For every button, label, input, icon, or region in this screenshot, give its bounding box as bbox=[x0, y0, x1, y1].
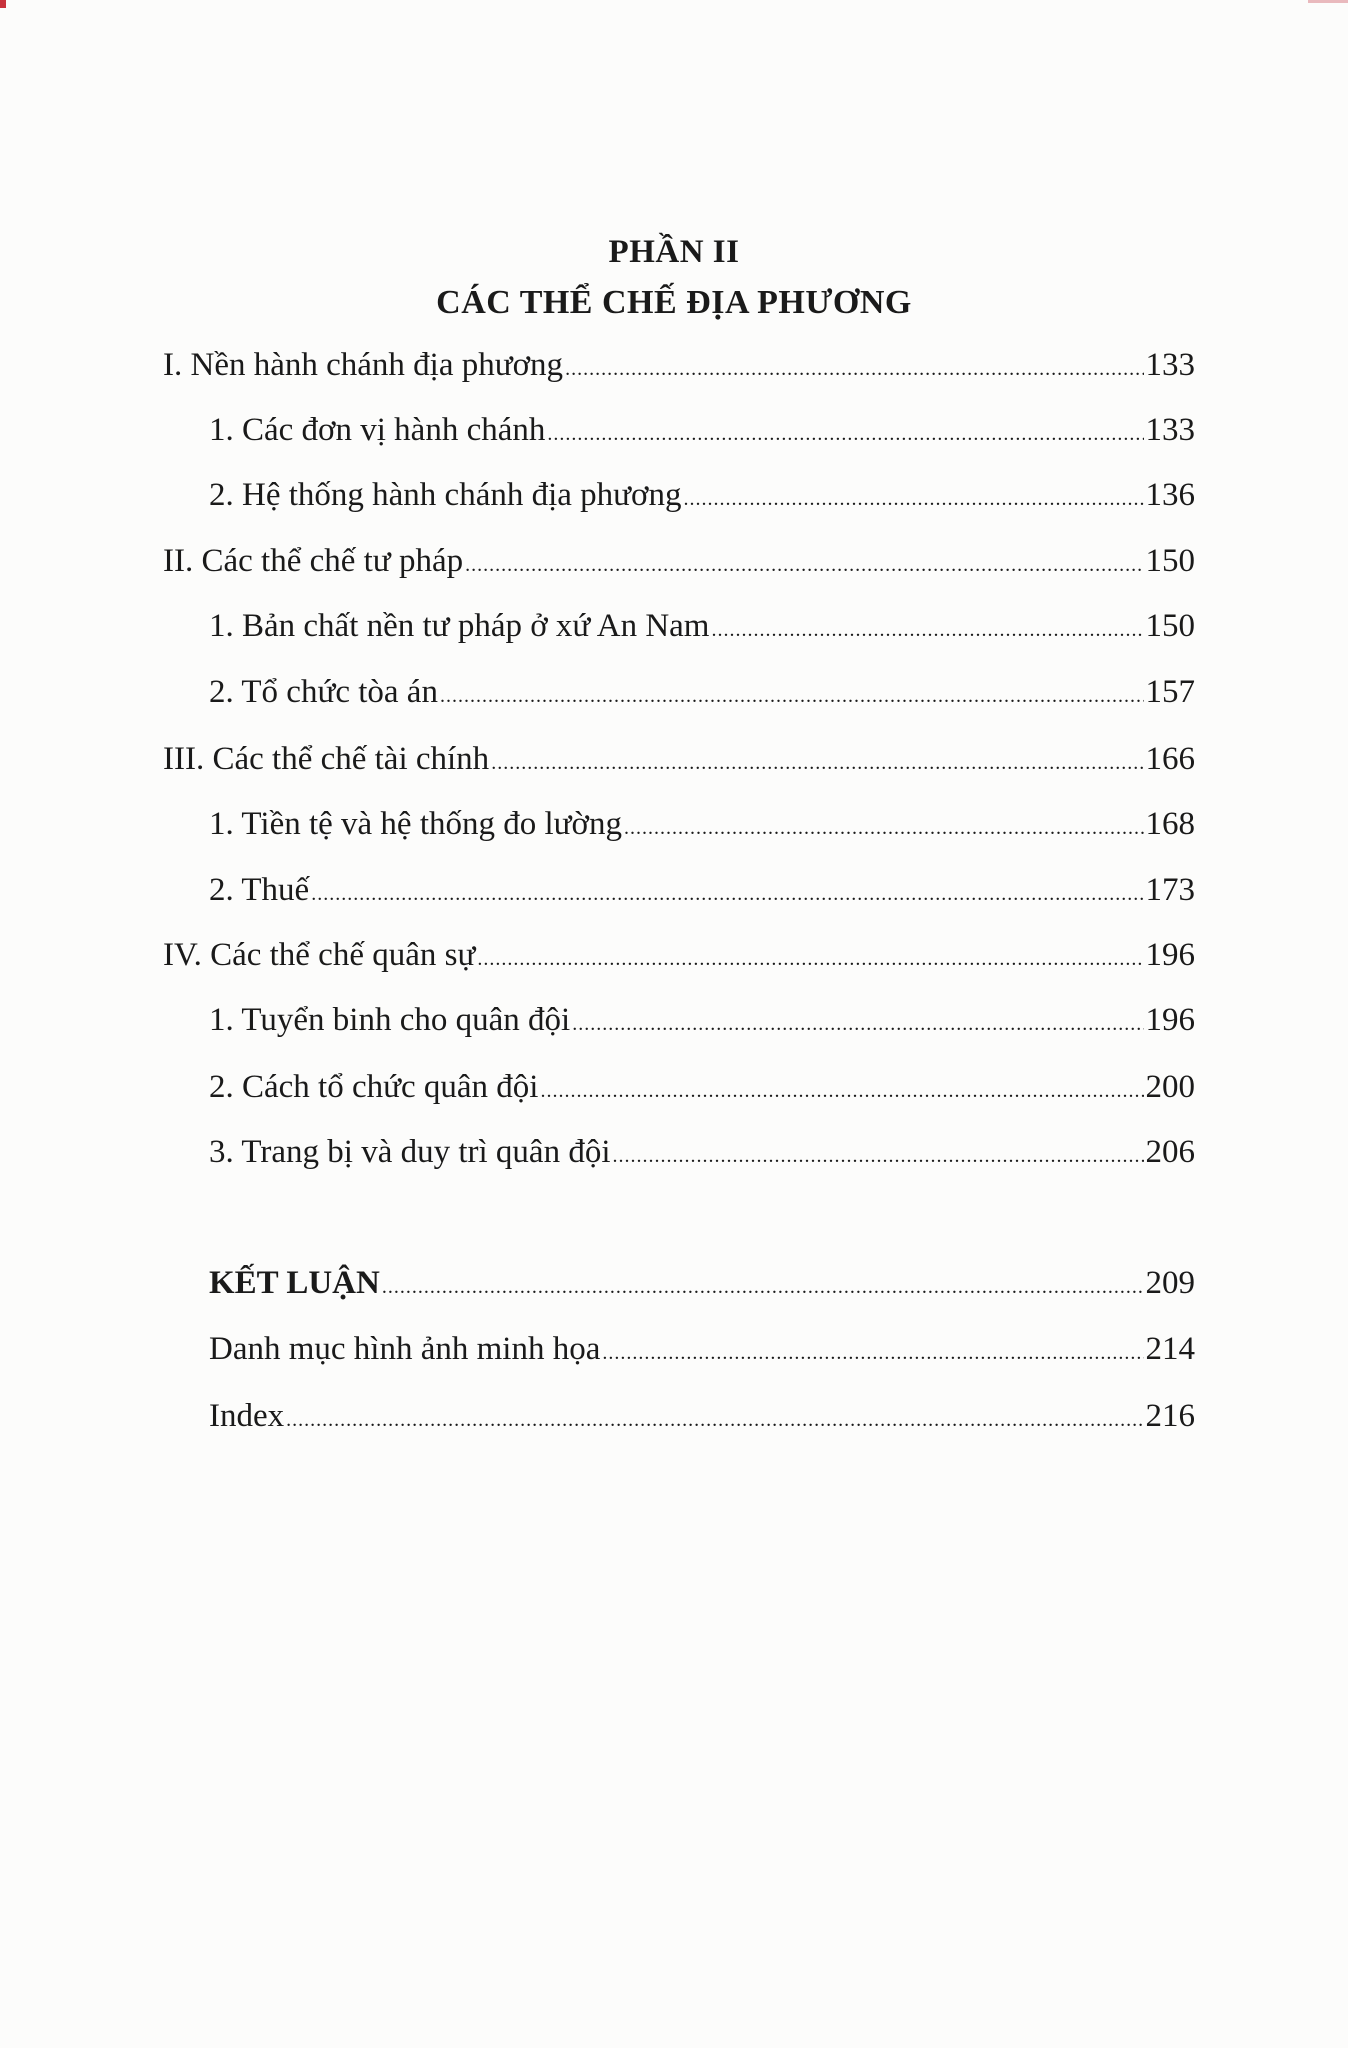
toc-entry-label: III. Các thể chế tài chính bbox=[163, 741, 490, 777]
red-edge-mark bbox=[1308, 0, 1348, 3]
dot-leader bbox=[547, 423, 1143, 446]
toc-entry-page: 206 bbox=[1145, 1134, 1195, 1170]
dot-leader bbox=[440, 685, 1144, 708]
toc-entry-label: II. Các thể chế tư pháp bbox=[163, 543, 464, 579]
dot-leader bbox=[491, 752, 1143, 775]
toc-entry-label: 1. Tuyển binh cho quân đội bbox=[209, 1002, 571, 1038]
toc-entry-label: Danh mục hình ảnh minh họa bbox=[209, 1331, 601, 1367]
toc-entry-label: IV. Các thể chế quân sự bbox=[163, 937, 476, 973]
dot-leader bbox=[684, 488, 1144, 511]
dot-leader bbox=[286, 1409, 1143, 1432]
dot-leader bbox=[572, 1013, 1143, 1036]
toc-entry bbox=[163, 741, 1195, 785]
toc-entry bbox=[209, 1069, 1195, 1113]
toc-entry-page: 150 bbox=[1145, 543, 1195, 579]
toc-entry bbox=[209, 872, 1195, 916]
toc-entry-conclusion bbox=[209, 1265, 1195, 1309]
toc-entry-page: 133 bbox=[1145, 412, 1195, 448]
toc-entry bbox=[209, 1134, 1195, 1178]
dot-leader bbox=[565, 358, 1143, 381]
dot-leader bbox=[624, 817, 1144, 840]
toc-entry-page: 150 bbox=[1145, 608, 1195, 644]
toc-entry-illustrations bbox=[209, 1331, 1195, 1375]
toc-entry-label: KẾT LUẬN bbox=[209, 1265, 380, 1301]
dot-leader bbox=[540, 1080, 1143, 1103]
toc-entry-label: Index bbox=[209, 1398, 285, 1434]
dot-leader bbox=[382, 1276, 1144, 1299]
toc-entry bbox=[209, 412, 1195, 456]
toc-entry-page: 216 bbox=[1145, 1398, 1195, 1434]
toc-entry bbox=[209, 477, 1195, 521]
toc-entry-page: 209 bbox=[1145, 1265, 1195, 1301]
dot-leader bbox=[477, 948, 1143, 971]
toc-entry-index bbox=[209, 1398, 1195, 1442]
toc-entry-label: 2. Thuế bbox=[209, 872, 310, 908]
toc-entry-label: 1. Tiền tệ và hệ thống đo lường bbox=[209, 806, 622, 842]
toc-entry-page: 214 bbox=[1145, 1331, 1195, 1367]
toc-entry-page: 166 bbox=[1145, 741, 1195, 777]
part-title: CÁC THỂ CHẾ ĐỊA PHƯƠNG bbox=[436, 284, 912, 321]
toc-entry bbox=[209, 806, 1195, 850]
toc-entry-page: 168 bbox=[1145, 806, 1195, 842]
dot-leader bbox=[465, 554, 1143, 577]
toc-entry bbox=[163, 937, 1195, 981]
toc-entry bbox=[163, 347, 1195, 391]
toc-entry-label: 2. Cách tổ chức quân đội bbox=[209, 1069, 539, 1105]
toc-entry bbox=[209, 608, 1195, 652]
toc-entry-page: 157 bbox=[1145, 674, 1195, 710]
toc-entry bbox=[209, 1002, 1195, 1046]
toc-entry-label: 2. Tổ chức tòa án bbox=[209, 674, 438, 710]
dot-leader bbox=[602, 1342, 1143, 1365]
toc-entry-page: 136 bbox=[1145, 477, 1195, 513]
toc-entry-label: I. Nền hành chánh địa phương bbox=[163, 347, 564, 383]
toc-entry-label: 2. Hệ thống hành chánh địa phương bbox=[209, 477, 682, 513]
toc-entry bbox=[163, 543, 1195, 587]
toc-entry-label: 1. Bản chất nền tư pháp ở xứ An Nam bbox=[209, 608, 710, 644]
part-label: PHẦN II bbox=[608, 234, 740, 270]
toc-entry-label: 1. Các đơn vị hành chánh bbox=[209, 412, 546, 448]
toc-entry bbox=[209, 674, 1195, 718]
toc-entry-page: 173 bbox=[1145, 872, 1195, 908]
red-corner-mark bbox=[0, 0, 6, 8]
toc-entry-page: 196 bbox=[1145, 937, 1195, 973]
dot-leader bbox=[711, 619, 1143, 642]
dot-leader bbox=[311, 883, 1143, 906]
toc-entry-page: 200 bbox=[1145, 1069, 1195, 1105]
toc-entry-page: 133 bbox=[1145, 347, 1195, 383]
toc-entry-label: 3. Trang bị và duy trì quân đội bbox=[209, 1134, 611, 1170]
dot-leader bbox=[613, 1145, 1144, 1168]
toc-entry-page: 196 bbox=[1145, 1002, 1195, 1038]
